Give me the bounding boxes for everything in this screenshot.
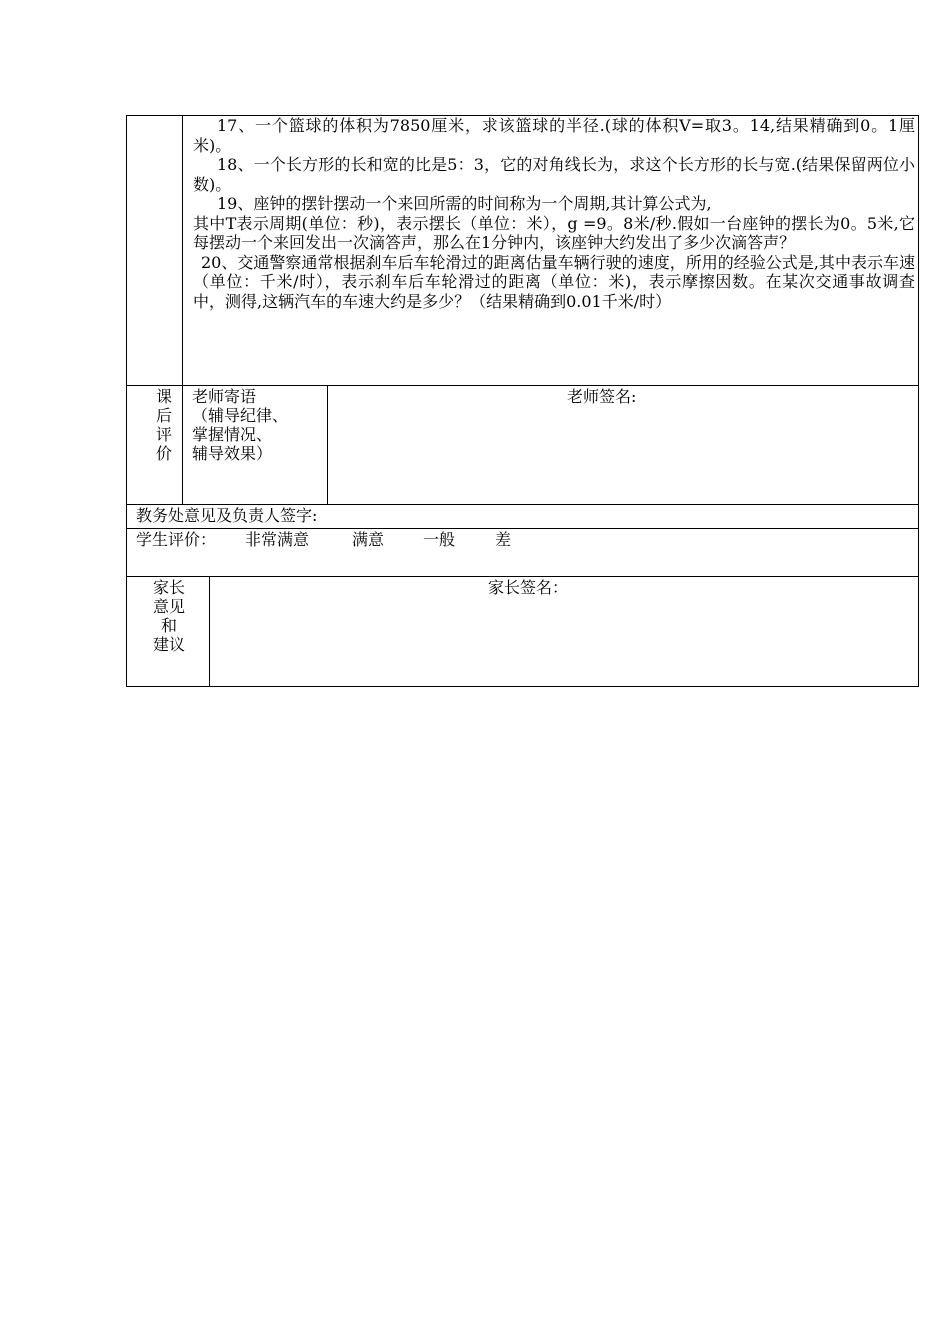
row-divider-evaluation — [127, 504, 918, 505]
problem-17: 17、一个篮球的体积为7850厘米，求该篮球的半径.(球的体积V=取3。14,结果精确到0。1厘米)。 — [193, 116, 915, 155]
parent-opinion-label: 家长 意见 和 建议 — [152, 578, 185, 654]
col-divider-left — [182, 116, 183, 505]
office-opinion-label: 教务处意见及负责人签字: — [136, 506, 318, 525]
student-option-average[interactable]: 一般 — [423, 530, 456, 549]
parent-signature-label: 家长签名： — [488, 578, 569, 597]
teacher-message-label: 老师寄语 （辅导纪律、 掌握情况、 辅导效果） — [192, 387, 289, 463]
row-divider-office — [127, 528, 918, 529]
problem-18: 18、一个长方形的长和宽的比是5：3，它的对角线长为，求这个长方形的长与宽.(结果保留两位小数)。 — [193, 155, 915, 194]
student-option-satisfied[interactable]: 满意 — [352, 530, 385, 549]
row-divider-problems — [127, 385, 918, 386]
student-option-poor[interactable]: 差 — [495, 530, 512, 549]
problem-19-line2: 其中T表示周期(单位：秒)，表示摆长（单位：米），g =9。8米/秒.假如一台座钟的摆长为0。5米,它每摆动一个来回发出一次滴答声，那么在1分钟内，该座钟大约发出了多少次滴答声？ — [193, 213, 915, 252]
student-evaluation-label: 学生评价： — [136, 530, 217, 549]
teacher-signature-label: 老师签名: — [567, 387, 637, 406]
tutoring-record-table — [126, 115, 919, 687]
after-class-evaluation-label: 课 后 评 价 — [155, 387, 172, 463]
problem-20: 20、交通警察通常根据刹车后车轮滑过的距离估量车辆行驶的速度，所用的经验公式是,其中表示车速（单位：千米/时），表示刹车后车轮滑过的距离（单位：米)，表示摩擦因数。在某次交通事故调查中，测得,这辆汽车的车速大约是多少？（结果精确到0.01千米/时） — [193, 252, 915, 311]
student-option-very-satisfied[interactable]: 非常满意 — [245, 530, 310, 549]
row-divider-student — [127, 576, 918, 577]
problems-cell — [193, 116, 915, 311]
col-divider-parent — [209, 576, 210, 687]
col-divider-teacher — [327, 385, 328, 505]
problem-19-line1: 19、座钟的摆针摆动一个来回所需的时间称为一个周期,其计算公式为, — [217, 194, 712, 213]
